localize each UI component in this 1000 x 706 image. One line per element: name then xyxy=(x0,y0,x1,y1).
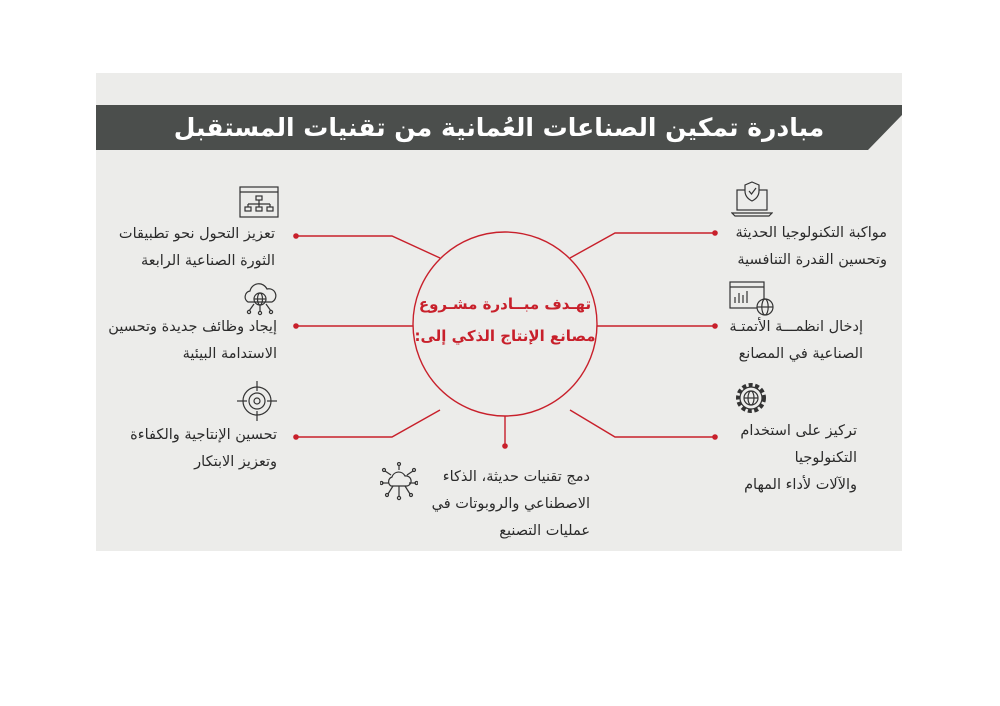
goal-left-1 xyxy=(119,221,275,275)
connector-dot-right-3 xyxy=(712,434,718,440)
connector-right-1 xyxy=(570,233,715,258)
goal-bottom-line-3: عمليات التصنيع xyxy=(499,523,590,539)
center-statement xyxy=(410,288,600,352)
connector-right-3 xyxy=(570,410,715,437)
goal-bottom-line-2: الاصطناعي والروبوتات في xyxy=(431,496,590,512)
goal-left-3 xyxy=(130,422,277,476)
goal-left-3-line-1: تحسين الإنتاجية والكفاءة xyxy=(130,427,277,443)
gear-globe-icon xyxy=(731,378,771,418)
goal-right-2-line-2: الصناعية في المصانع xyxy=(738,346,863,362)
goal-right-2-line-1: إدخال انظمـــة الأتمتـة xyxy=(729,319,863,335)
goal-right-3-line-2: التكنولوجيا xyxy=(794,450,857,466)
connector-dot-right-1 xyxy=(712,230,718,236)
connector-dot-right-2 xyxy=(712,323,718,329)
cloud-network-icon xyxy=(380,462,418,502)
connector-left-3 xyxy=(296,410,440,437)
center-line-1: تهـدف مبــادرة مشـروع xyxy=(418,295,592,313)
browser-chart-globe-icon xyxy=(729,281,775,317)
goal-left-1-line-2: الثورة الصناعية الرابعة xyxy=(140,253,275,269)
goal-left-1-line-1: تعزيز التحول نحو تطبيقات xyxy=(118,226,275,242)
cloud-network-globe-icon xyxy=(240,280,280,316)
org-chart-window-icon xyxy=(239,186,279,218)
target-icon xyxy=(237,381,277,421)
goal-right-1-line-1: مواكبة التكنولوجيا الحديثة xyxy=(735,225,887,241)
goal-right-1 xyxy=(735,220,887,274)
connector-dot-left-3 xyxy=(293,434,299,440)
goal-right-3-line-1: تركيز على استخدام xyxy=(740,423,857,439)
goal-left-2 xyxy=(108,314,277,368)
goal-right-3 xyxy=(740,418,857,499)
connector-dot-bottom xyxy=(502,443,508,449)
goal-left-2-line-1: إيجاد وظائف جديدة وتحسين xyxy=(108,319,277,335)
laptop-shield-icon xyxy=(731,180,773,218)
center-line-2: مصانع الإنتاج الذكي إلى: xyxy=(414,327,596,345)
connector-dot-left-1 xyxy=(293,233,299,239)
page-title: مبادرة تمكين الصناعات العُمانية من تقنيات المستقبل xyxy=(173,113,825,142)
goal-right-1-line-2: وتحسين القدرة التنافسية xyxy=(737,252,887,268)
goal-left-2-line-2: الاستدامة البيئية xyxy=(182,346,277,362)
connector-left-1 xyxy=(296,236,440,258)
goal-bottom-line-1: دمج تقنيات حديثة، الذكاء xyxy=(442,469,590,485)
goal-left-3-line-2: وتعزيز الابتكار xyxy=(194,454,277,470)
connector-dot-left-2 xyxy=(293,323,299,329)
goal-right-3-line-3: والآلات لأداء المهام xyxy=(744,477,857,493)
goal-right-2 xyxy=(729,314,863,368)
goal-bottom xyxy=(432,464,590,545)
